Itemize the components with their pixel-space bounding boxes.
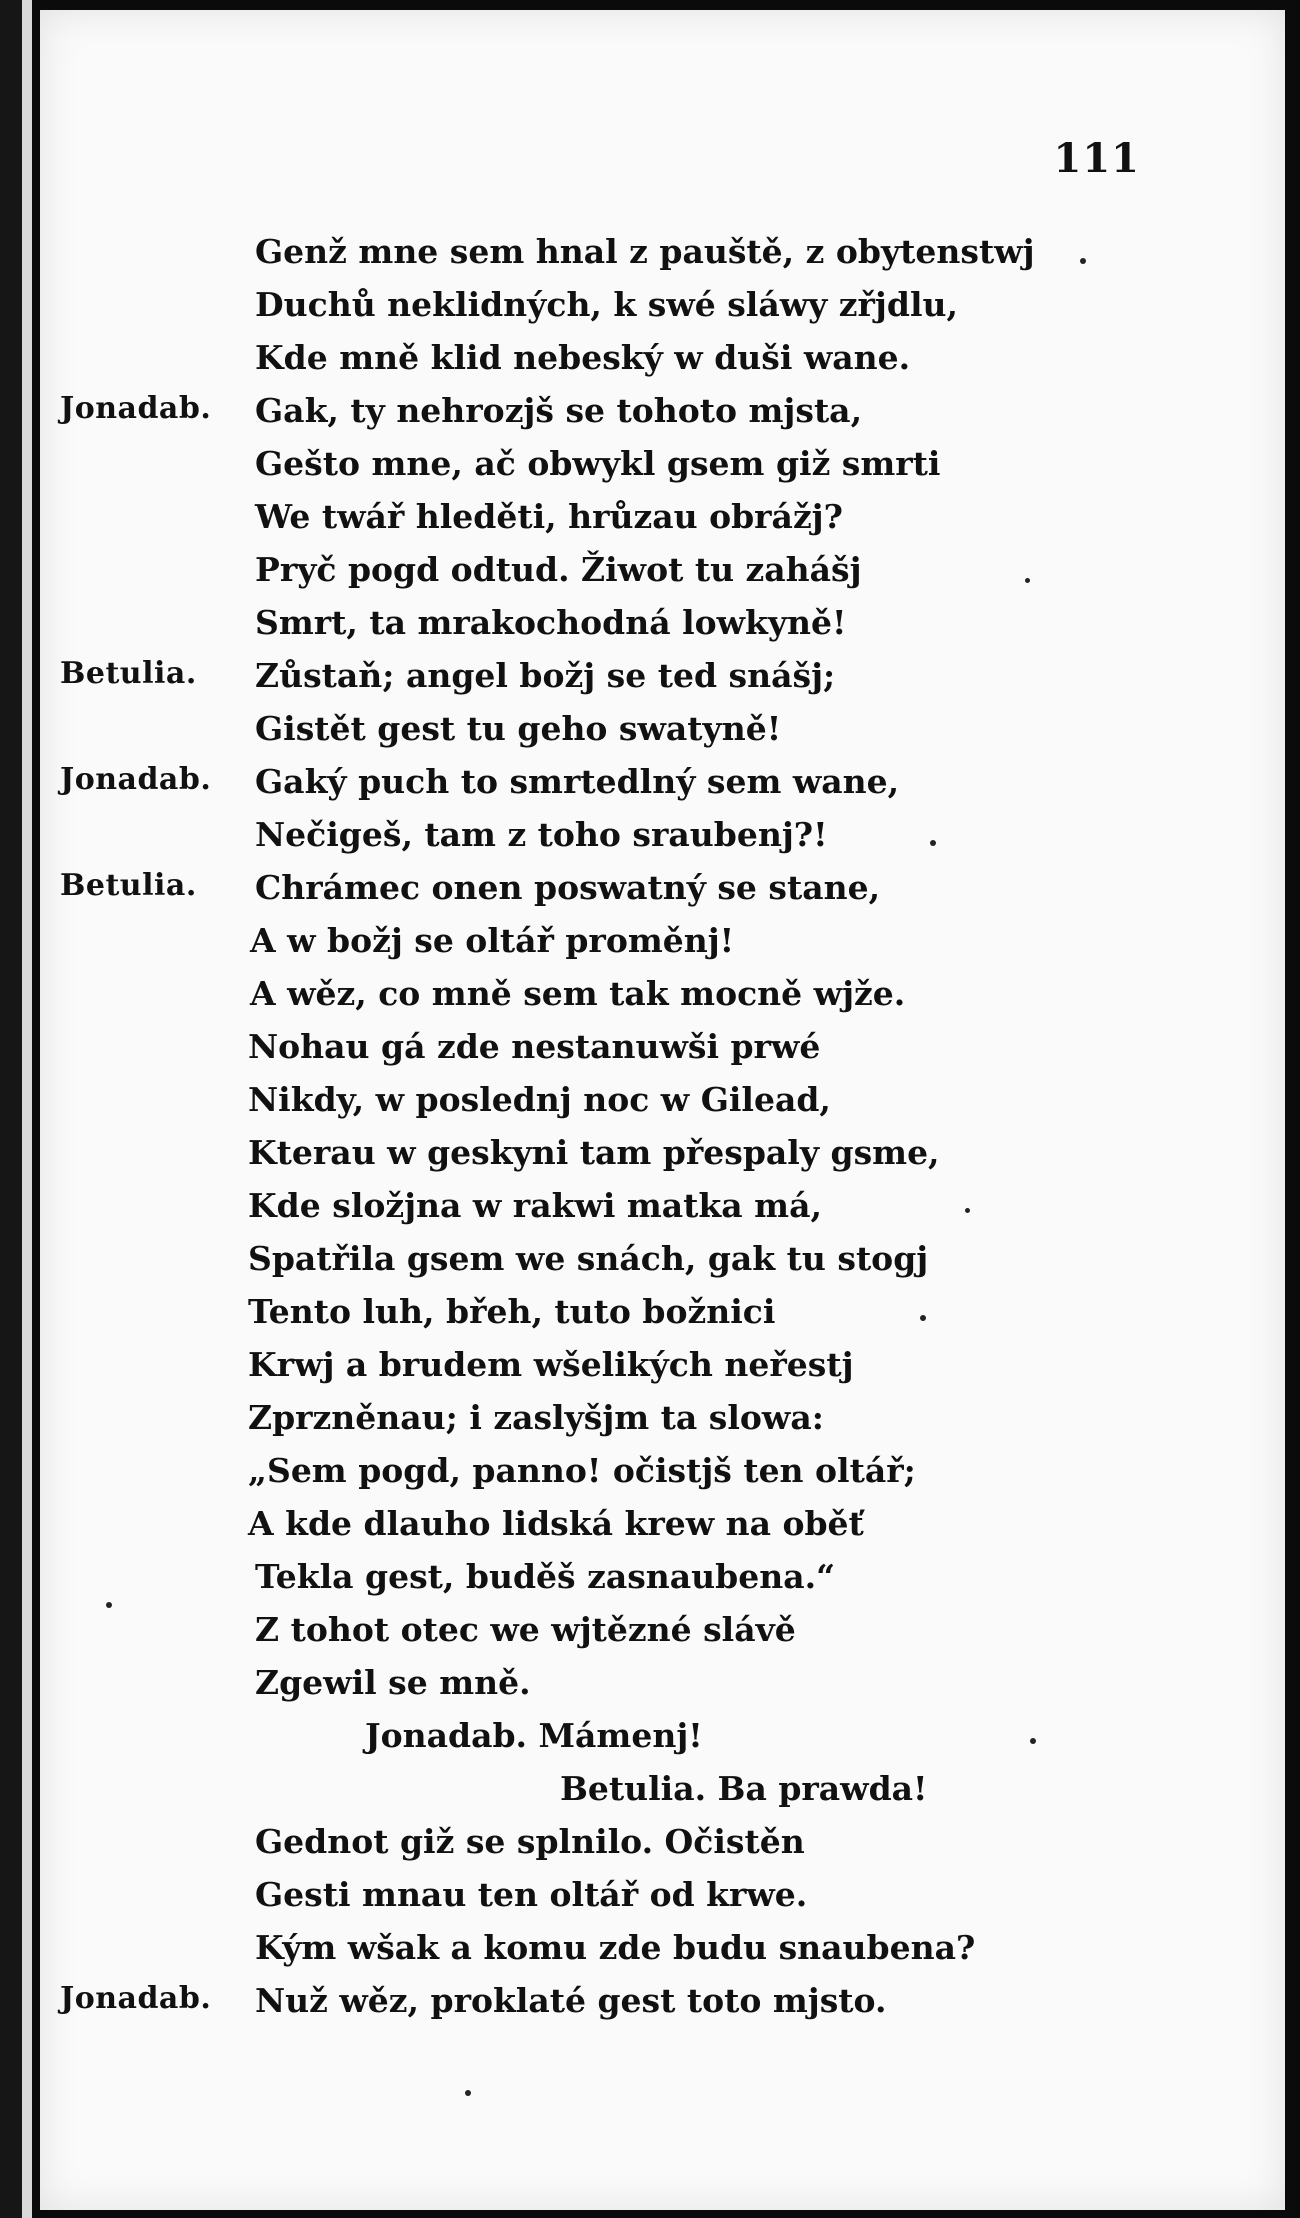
verse-text: We twář hleděti, hrůzau obrážj?: [255, 497, 843, 536]
verse-line: [40, 1769, 1240, 1819]
verse-text: Nuž wěz, proklaté gest toto mjsto.: [255, 1981, 887, 2020]
verse-line: [40, 232, 1240, 282]
ink-speck: [965, 1208, 970, 1213]
verse-text: Kterau w geskyni tam přespaly gsme,: [248, 1133, 940, 1172]
verse-line: [40, 1822, 1240, 1872]
speaker-label: Betulia.: [60, 868, 197, 903]
verse-line: [40, 1981, 1240, 2031]
ink-speck: [920, 1315, 926, 1321]
verse-text: Nohau gá zde nestanuwši prwé: [248, 1027, 821, 1066]
ink-speck: [930, 840, 936, 846]
verse-line: [40, 1557, 1240, 1607]
ink-speck: [1030, 1738, 1036, 1744]
scan-page-edge: [22, 0, 32, 2218]
verse-text: Gaký puch to smrtedlný sem wane,: [255, 762, 900, 801]
verse-line: [40, 444, 1240, 494]
verse-text: Gešto mne, ač obwykl gsem giž smrti: [255, 444, 941, 483]
verse-line: [40, 868, 1240, 918]
verse-line: [40, 497, 1240, 547]
verse-line: [40, 550, 1240, 600]
verse-line: [40, 1451, 1240, 1501]
verse-text: Jonadab. Mámenj!: [365, 1716, 703, 1755]
verse-line: [40, 338, 1240, 388]
verse-line: [40, 656, 1240, 706]
speaker-label: Jonadab.: [60, 1981, 212, 2016]
verse-text: Pryč pogd odtud. Žiwot tu zahášj: [255, 550, 862, 589]
verse-text: Kým wšak a komu zde budu snaubena?: [255, 1928, 976, 1967]
verse-line: [40, 1928, 1240, 1978]
verse-text: Spatřila gsem we snách, gak tu stogj: [248, 1239, 929, 1278]
ink-speck: [1080, 258, 1086, 264]
scan-left-border: [0, 0, 22, 2218]
verse-text: Nikdy, w poslednj noc w Gilead,: [248, 1080, 831, 1119]
verse-text: Gak, ty nehrozjš se tohoto mjsta,: [255, 391, 863, 430]
verse-line: [40, 1027, 1240, 1077]
verse-text: Zůstaň; angel božj se ted snášj;: [255, 656, 836, 695]
verse-text: Gednot giž se splnilo. Očistěn: [255, 1822, 805, 1861]
verse-text: Nečigeš, tam z toho sraubenj?!: [255, 815, 828, 854]
verse-text: A wěz, co mně sem tak mocně wjže.: [250, 974, 906, 1013]
verse-line: [40, 1239, 1240, 1289]
verse-text: Krwj a brudem wšelikých neřestj: [248, 1345, 854, 1384]
verse-line: [40, 1186, 1240, 1236]
verse-line: [40, 1504, 1240, 1554]
verse-line: [40, 1663, 1240, 1713]
verse-line: [40, 1610, 1240, 1660]
verse-text: Zgewil se mně.: [255, 1663, 531, 1702]
verse-text: Zprzněnau; i zaslyšjm ta slowa:: [248, 1398, 824, 1437]
verse-line: [40, 285, 1240, 335]
verse-line: [40, 1292, 1240, 1342]
page-number: 111: [1053, 135, 1140, 182]
verse-line: [40, 921, 1240, 971]
verse-text: Kde mně klid nebeský w duši wane.: [255, 338, 911, 377]
verse-text: A w božj se oltář proměnj!: [250, 921, 735, 960]
verse-text: Kde složjna w rakwi matka má,: [248, 1186, 822, 1225]
speaker-label: Betulia.: [60, 656, 197, 691]
verse-text: Gesti mnau ten oltář od krwe.: [255, 1875, 808, 1914]
verse-line: [40, 1875, 1240, 1925]
verse-text: Duchů neklidných, k swé sláwy zřjdlu,: [255, 285, 958, 324]
verse-line: [40, 1345, 1240, 1395]
verse-line: [40, 1716, 1240, 1766]
speaker-label: Jonadab.: [60, 391, 212, 426]
verse-line: [40, 1133, 1240, 1183]
book-page: [40, 10, 1285, 2210]
speaker-label: Jonadab.: [60, 762, 212, 797]
verse-line: [40, 762, 1240, 812]
ink-speck: [106, 1602, 112, 1608]
verse-text: Tekla gest, buděš zasnaubena.“: [255, 1557, 836, 1596]
verse-text: A kde dlauho lidská krew na oběť: [248, 1504, 864, 1543]
verse-line: [40, 974, 1240, 1024]
verse-text: Smrt, ta mrakochodná lowkyně!: [255, 603, 847, 642]
verse-line: [40, 1398, 1240, 1448]
ink-speck: [1025, 578, 1030, 583]
verse-line: [40, 709, 1240, 759]
verse-text: „Sem pogd, panno! očistjš ten oltář;: [248, 1451, 916, 1490]
verse-text: Genž mne sem hnal z pauště, z obytenstwj: [255, 232, 1035, 271]
ink-speck: [465, 2090, 471, 2096]
verse-text: Betulia. Ba prawda!: [560, 1769, 928, 1808]
verse-text: Tento luh, břeh, tuto božnici: [248, 1292, 776, 1331]
verse-line: [40, 391, 1240, 441]
verse-text: Chrámec onen poswatný se stane,: [255, 868, 881, 907]
verse-line: [40, 1080, 1240, 1130]
verse-line: [40, 603, 1240, 653]
verse-text: Z tohot otec we wjtězné slávě: [255, 1610, 796, 1649]
verse-line: [40, 815, 1240, 865]
verse-text: Gistět gest tu geho swatyně!: [255, 709, 782, 748]
